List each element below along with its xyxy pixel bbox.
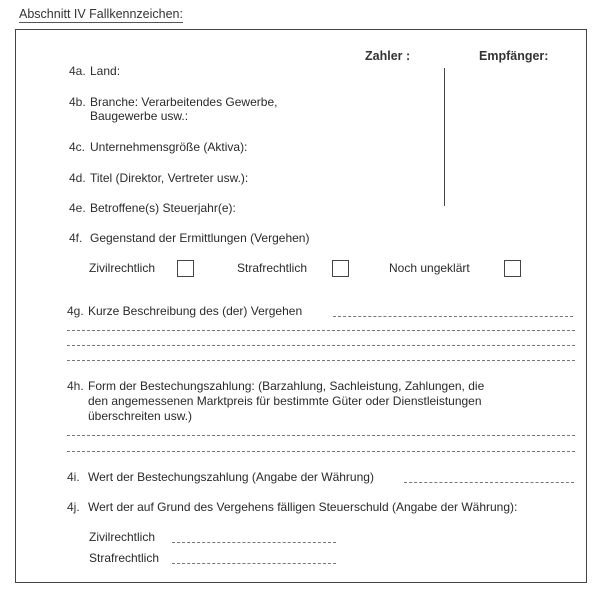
field-4d-label: Titel (Direktor, Vertreter usw.): xyxy=(90,171,249,185)
field-4j-civil-label: Zivilrechtlich xyxy=(89,530,156,544)
field-4c-number: 4c. xyxy=(69,140,86,154)
field-4h-label-line2: den angemessenen Marktpreis für bestimmte Güter oder Dienstleistungen xyxy=(88,394,482,408)
field-4b-label-line2: Baugewerbe usw.: xyxy=(90,109,189,123)
option-zivilrechtlich-checkbox[interactable] xyxy=(177,260,194,277)
field-4e-number: 4e. xyxy=(69,201,86,215)
option-zivilrechtlich-label: Zivilrechtlich xyxy=(89,261,156,275)
field-4f-number: 4f. xyxy=(69,231,83,245)
field-4g-input-line[interactable] xyxy=(67,360,575,361)
field-4j-criminal-label: Strafrechtlich xyxy=(89,551,160,565)
field-4b-label-line1: Branche: Verarbeitendes Gewerbe, xyxy=(90,95,278,109)
field-4f-label: Gegenstand der Ermittlungen (Vergehen) xyxy=(90,231,310,245)
field-4g-label: Kurze Beschreibung des (der) Vergehen xyxy=(88,304,303,318)
option-strafrechtlich-checkbox[interactable] xyxy=(332,260,349,277)
field-4h-label-line1: Form der Bestechungszahlung: (Barzahlung, Sachleistung, Zahlungen, die xyxy=(88,379,485,393)
field-4h-input-line[interactable] xyxy=(67,451,575,452)
field-4a-number: 4a. xyxy=(69,64,86,78)
payer-column-header: Zahler : xyxy=(365,49,411,63)
field-4j-criminal-input-line[interactable] xyxy=(172,563,336,564)
field-4d-number: 4d. xyxy=(69,171,86,185)
field-4i-label: Wert der Bestechungszahlung (Angabe der Währung) xyxy=(88,470,374,484)
column-divider xyxy=(444,68,445,206)
field-4j-number: 4j. xyxy=(67,500,80,514)
field-4a-label: Land: xyxy=(90,64,121,78)
field-4g-input-line[interactable] xyxy=(333,316,573,317)
option-noch-ungeklaert-checkbox[interactable] xyxy=(504,260,521,277)
field-4g-number: 4g. xyxy=(67,304,84,318)
recipient-column-header: Empfänger: xyxy=(479,49,549,63)
field-4c-label: Unternehmensgröße (Aktiva): xyxy=(90,140,248,154)
field-4h-label-line3: überschreiten usw.) xyxy=(88,409,193,423)
field-4e-label: Betroffene(s) Steuerjahr(e): xyxy=(90,201,236,215)
option-noch-ungeklaert-label: Noch ungeklärt xyxy=(389,261,470,275)
field-4b-number: 4b. xyxy=(69,95,86,109)
field-4i-input-line[interactable] xyxy=(404,482,574,483)
field-4h-number: 4h. xyxy=(67,379,84,393)
field-4i-number: 4i. xyxy=(67,470,80,484)
field-4h-input-line[interactable] xyxy=(67,435,575,436)
field-4j-civil-input-line[interactable] xyxy=(172,542,336,543)
field-4g-input-line[interactable] xyxy=(67,330,575,331)
option-strafrechtlich-label: Strafrechtlich xyxy=(237,261,308,275)
field-4g-input-line[interactable] xyxy=(67,345,575,346)
field-4j-label: Wert der auf Grund des Vergehens fälligen Steuerschuld (Angabe der Währung): xyxy=(88,500,518,514)
section-title: Abschnitt IV Fallkennzeichen: xyxy=(19,7,183,21)
